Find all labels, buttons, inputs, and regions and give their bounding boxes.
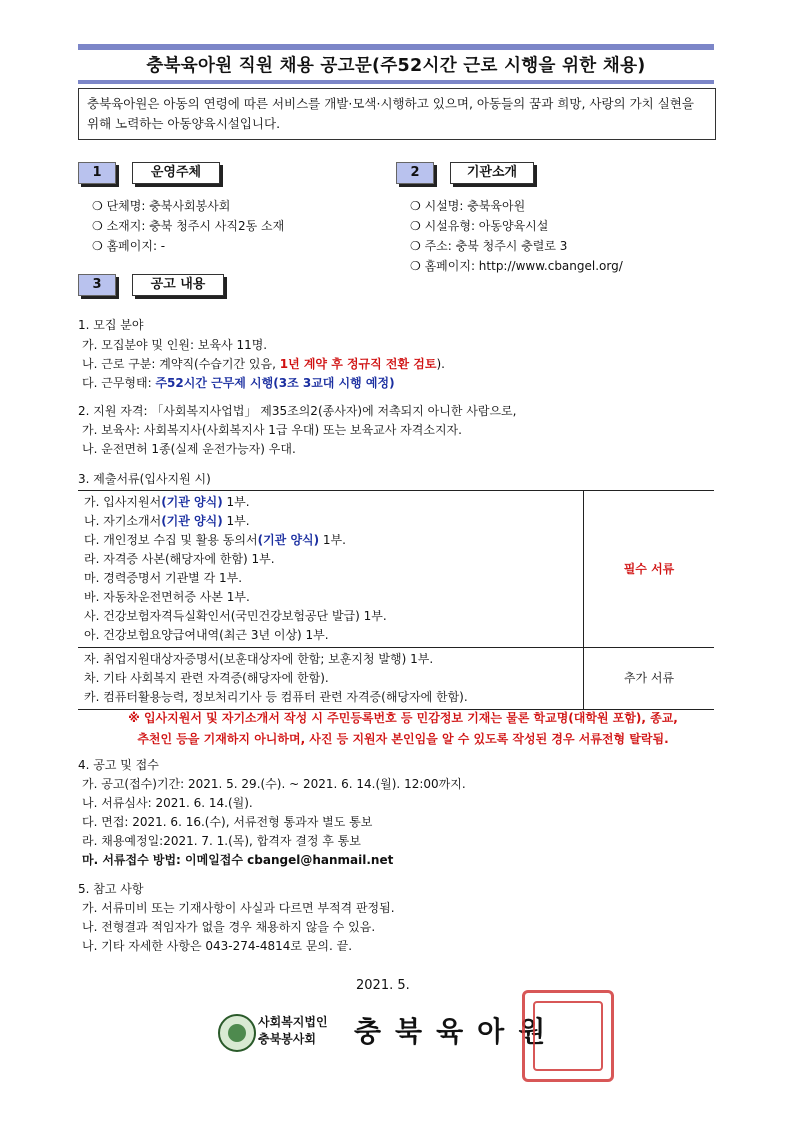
table-row — [78, 491, 714, 648]
section-2-label: 기관소개 — [450, 162, 534, 184]
list-item: 사. 건강보험자격득실확인서(국민건강보험공단 발급) 1부. — [84, 609, 387, 623]
apply-review: 나. 서류심사: 2021. 6. 14.(월). — [82, 796, 253, 810]
section-3-number: 3 — [78, 274, 116, 296]
list-item: 바. 자동차운전면허증 사본 1부. — [84, 590, 250, 604]
list-item: ❍ 시설유형: 아동양육시설 — [410, 216, 623, 236]
list-item: ❍ 단체명: 충북사회봉사회 — [92, 196, 284, 216]
list-item: 라. 자격증 사본(해당자에 한함) 1부. — [84, 552, 275, 566]
ref-item-b: 나. 전형결과 적임자가 없을 경우 채용하지 않을 수 있음. — [82, 920, 376, 934]
list-item: ❍ 주소: 충북 청주시 충렬로 3 — [410, 236, 623, 256]
table-row — [78, 648, 714, 710]
documents-table — [78, 490, 714, 710]
extra-docs-cell — [78, 648, 584, 710]
institution-list — [410, 196, 623, 276]
list-item: 가. 입사지원서(기관 양식) 1부. — [84, 495, 250, 509]
apply-start-date: 라. 채용예정일:2021. 7. 1.(목), 합격자 결정 후 통보 — [82, 834, 361, 848]
list-item: 마. 경력증명서 기관별 각 1부. — [84, 571, 243, 585]
list-item: 차. 기타 사회복지 관련 자격증(해당자에 한함). — [84, 671, 329, 685]
list-item: ❍ 시설명: 충북육아원 — [410, 196, 623, 216]
apply-interview: 다. 면접: 2021. 6. 16.(수), 서류전형 통과자 별도 통보 — [82, 815, 373, 829]
qual-item-a: 가. 보육사: 사회복지사(사회복지사 1급 우대) 또는 보육교사 자격소지자. — [82, 423, 462, 437]
org-emblem-icon — [218, 1014, 256, 1052]
docs-heading: 3. 제출서류(입사지원 시) — [78, 472, 211, 486]
section-2-number: 2 — [396, 162, 434, 184]
ref-heading: 5. 참고 사항 — [78, 882, 144, 896]
list-item: ❍ 소재지: 충북 청주시 사직2동 소재 — [92, 216, 284, 236]
intro-box: 충북육아원은 아동의 연령에 따른 서비스를 개발·모색·시행하고 있으며, 아동들의 꿈과 희망, 사랑의 가치 실현을 위해 노력하는 아동양육시설입니다. — [78, 88, 716, 140]
privacy-notice: ※ 입사지원서 및 자기소개서 작성 시 주민등록번호 등 민감정보 기재는 물론 학교명(대학원 포함), 종교, 추천인 등을 기재하지 아니하며, 사진 등 지원자 본인임을 알 수 있도록 작성된 경우 서류전형 탈락됨. — [128, 711, 678, 746]
page-title: 충북육아원 직원 채용 공고문(주52시간 근로 시행을 위한 채용) — [146, 56, 646, 76]
qual-heading: 2. 지원 자격: 「사회복지사업법」 제35조의2(종사자)에 저촉되지 아니한 사람으로, — [78, 404, 517, 418]
org-name: 충북육아원 — [354, 1015, 560, 1048]
operator-list — [92, 196, 284, 256]
extra-docs-label: 추가 서류 — [584, 648, 715, 710]
notice-date: 2021. 5. — [356, 978, 410, 993]
org-type: 사회복지법인 충북봉사회 — [258, 1015, 328, 1046]
list-item: ❍ 홈페이지: http://www.cbangel.org/ — [410, 256, 623, 276]
list-item: ❍ 홈페이지: - — [92, 236, 284, 256]
title-top-rule — [78, 44, 714, 50]
section-1-label: 운영주체 — [132, 162, 220, 184]
list-item: 다. 개인정보 수집 및 활용 동의서(기관 양식) 1부. — [84, 533, 346, 547]
list-item: 카. 컴퓨터활용능력, 정보처리기사 등 컴퓨터 관련 자격증(해당자에 한함). — [84, 690, 468, 704]
recruit-field: 가. 모집분야 및 인원: 보육사 11명. — [82, 338, 268, 352]
required-docs-cell — [78, 491, 584, 648]
qual-item-b: 나. 운전면허 1종(실제 운전가능자) 우대. — [82, 442, 296, 456]
recruit-heading: 1. 모집 분야 — [78, 318, 144, 332]
list-item: 아. 건강보험요양급여내역(최근 3년 이상) 1부. — [84, 628, 329, 642]
title-bottom-rule — [78, 80, 714, 84]
official-seal-icon — [522, 990, 614, 1082]
section-3-label: 공고 내용 — [132, 274, 224, 296]
recruit-work-type: 다. 근무형태: 주52시간 근무제 시행(3조 3교대 시행 예정) — [82, 376, 395, 390]
list-item: 나. 자기소개서(기관 양식) 1부. — [84, 514, 250, 528]
recruit-employment-type: 나. 근로 구분: 계약직(수습기간 있음, 1년 계약 후 정규직 전환 검토). — [82, 357, 445, 371]
section-1-number: 1 — [78, 162, 116, 184]
ref-item-a: 가. 서류미비 또는 기재사항이 사실과 다르면 부적격 판정됨. — [82, 901, 395, 915]
apply-period: 가. 공고(접수)기간: 2021. 5. 29.(수). ~ 2021. 6. 14.(월). 12:00까지. — [82, 777, 466, 791]
ref-item-c: 나. 기타 자세한 사항은 043-274-4814로 문의. 끝. — [82, 939, 353, 953]
list-item: 자. 취업지원대상자증명서(보훈대상자에 한함; 보훈지청 발행) 1부. — [84, 652, 434, 666]
required-docs-label: 필수 서류 — [584, 491, 715, 648]
apply-heading: 4. 공고 및 접수 — [78, 758, 159, 772]
apply-method: 마. 서류접수 방법: 이메일접수 cbangel@hanmail.net — [82, 853, 394, 867]
